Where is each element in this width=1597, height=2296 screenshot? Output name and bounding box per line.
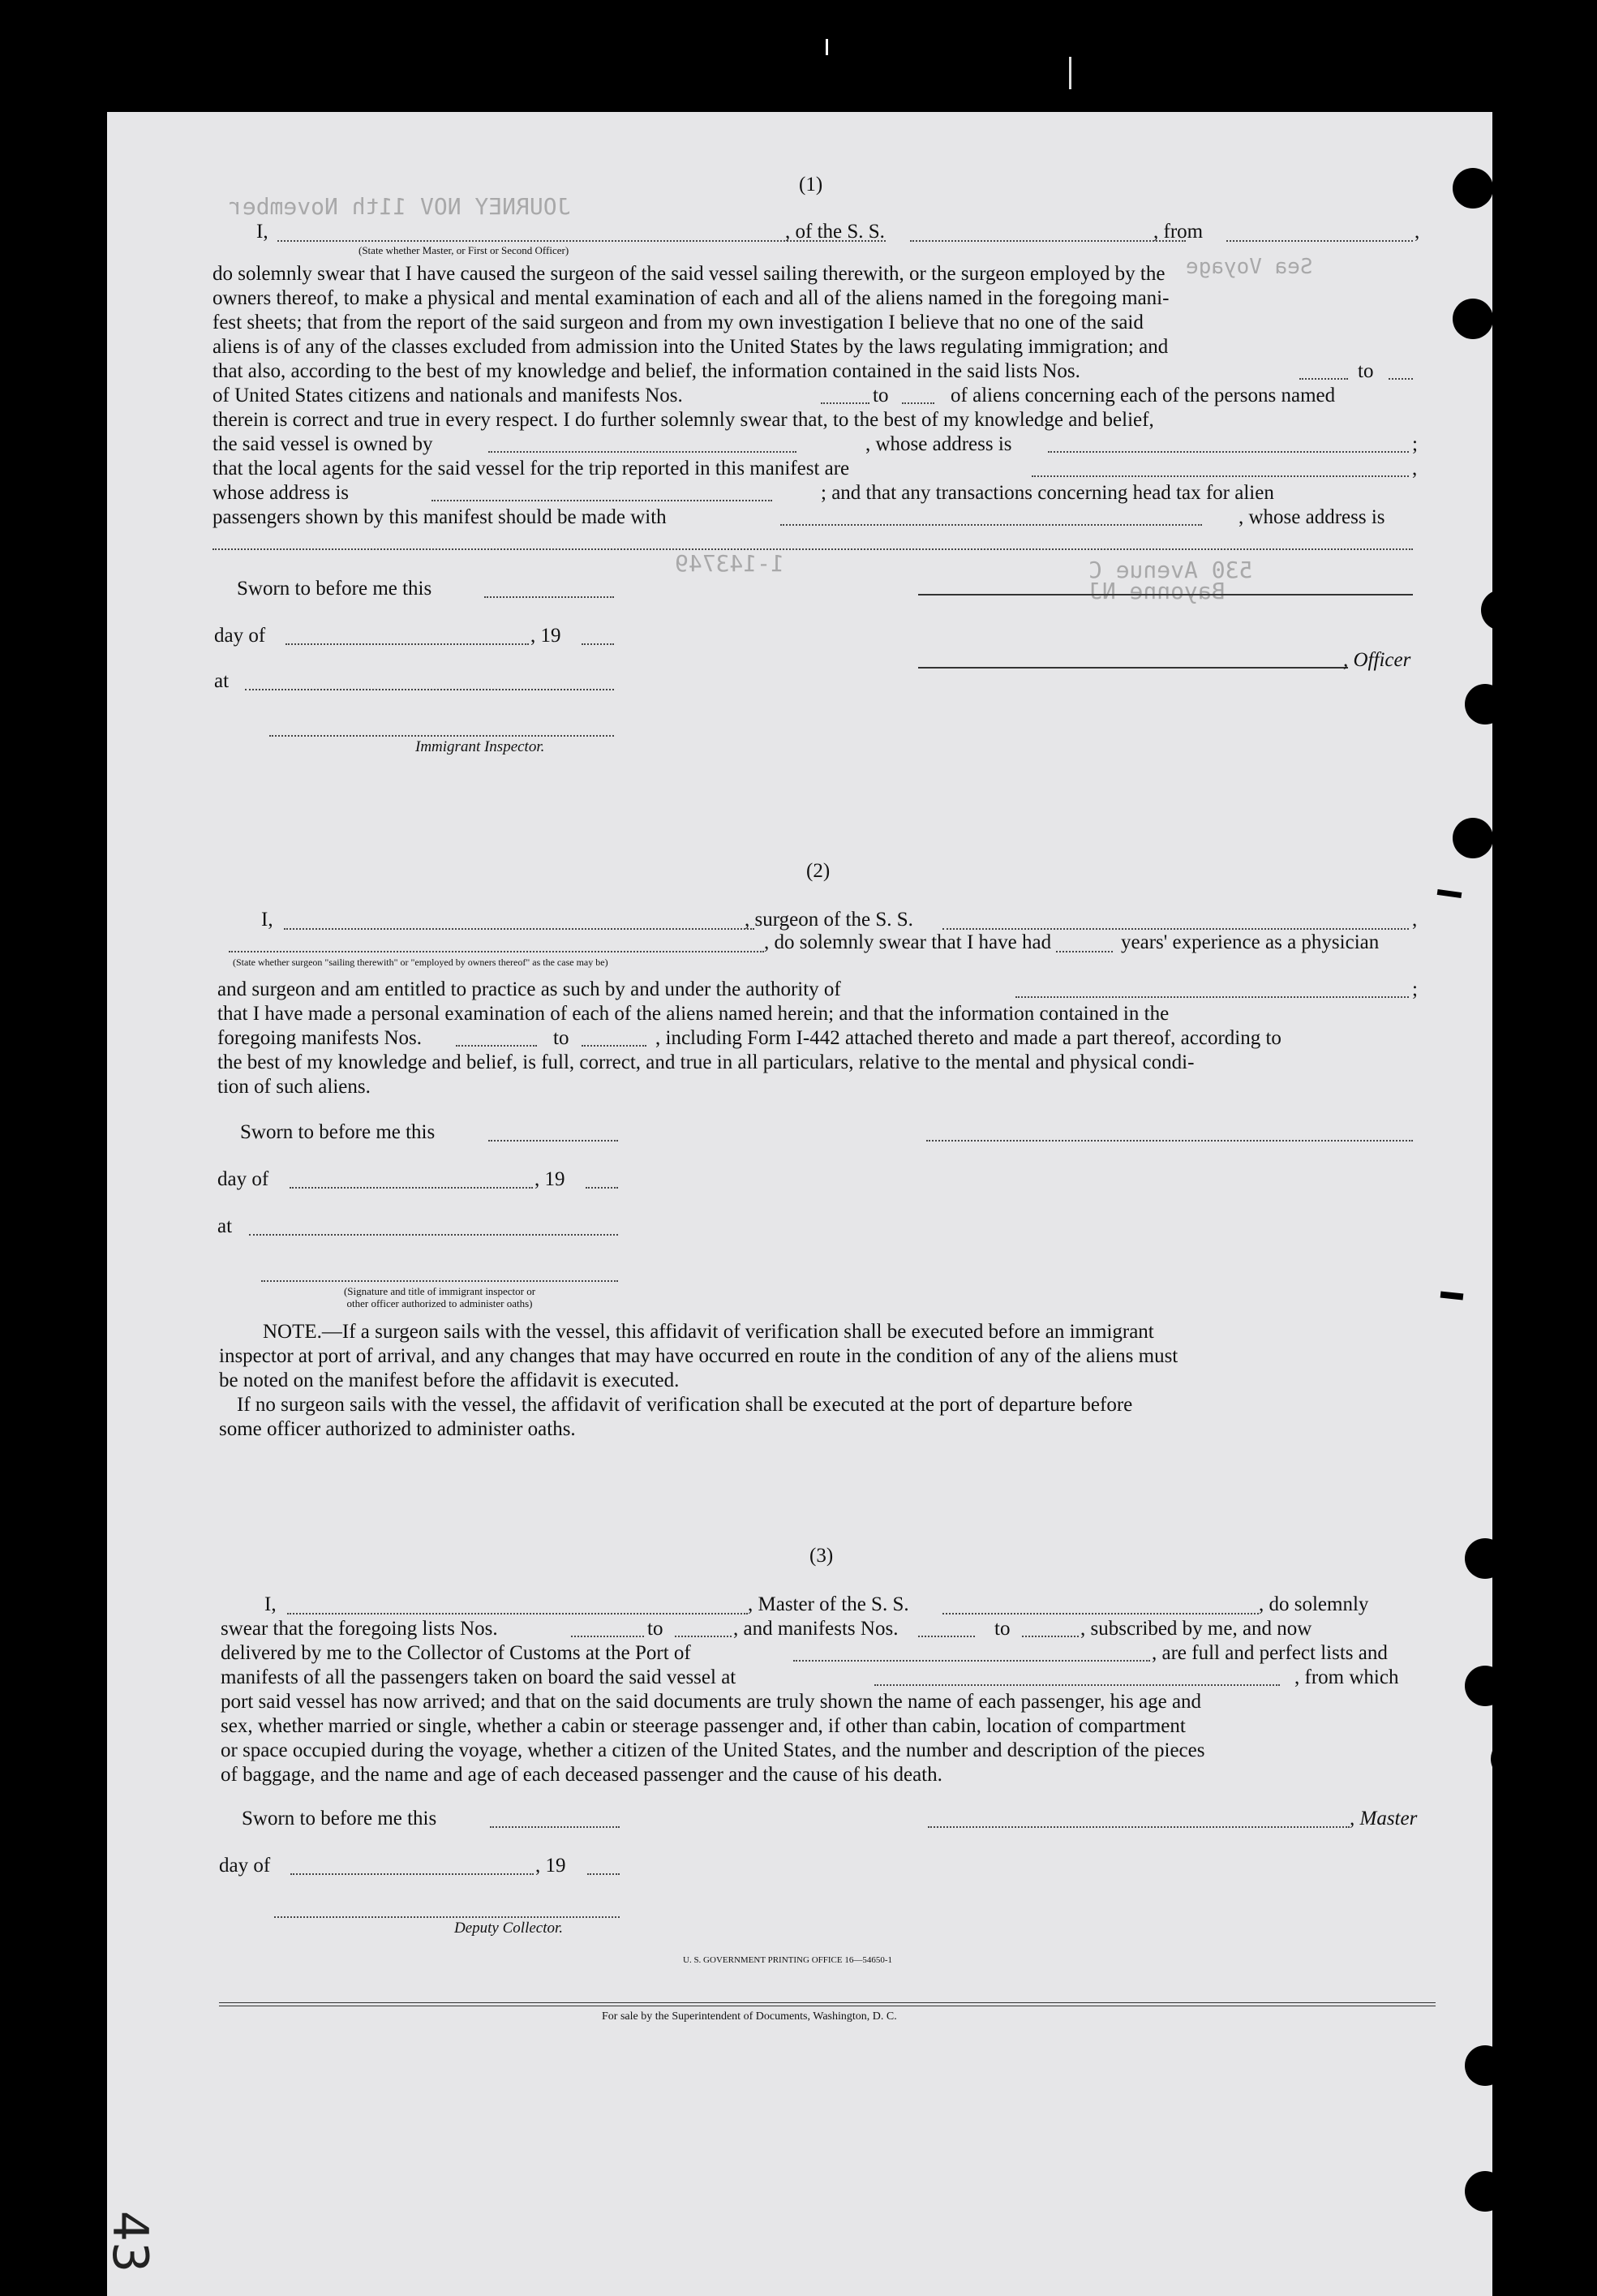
blank-line [1048,451,1409,453]
day-of-label: day of [217,1168,269,1190]
ink-mark [1437,889,1462,898]
signature-line [261,1280,618,1282]
semicolon: ; [1412,978,1418,1000]
blank-line [821,402,869,404]
oath-opening: I, [256,221,268,243]
master-label: , Master [1350,1808,1418,1829]
oath-line: foregoing manifests Nos. [217,1027,423,1049]
oath-opening: I, [264,1593,277,1615]
to-label: to [873,385,889,406]
oath-line: that also, according to the best of my knowledge and belief, the information contained in the said lists Nos. [213,360,1080,382]
oath-line: of aliens concerning each of the persons named [951,385,1336,406]
oath-line: whose address is [213,482,350,504]
blank-line [582,1045,646,1047]
blank-line [780,524,1202,526]
blank-line [918,1636,975,1637]
year-label: , 19 [535,1855,566,1877]
oath-line: that the local agents for the said vessel for the trip reported in this manifest are [213,458,850,479]
note-line: be noted on the manifest before the affidavit is executed. [219,1369,680,1391]
whose-address-label: , whose address is [865,433,1012,455]
signature-line [926,1140,1413,1142]
blank-line [1389,378,1413,380]
semicolon: ; [1412,433,1418,455]
officer-label: , Officer [1343,649,1411,671]
signature-line [274,1916,620,1918]
blank-line [1299,378,1348,380]
blank-line [213,548,1413,550]
blank-line [586,1187,618,1189]
punch-hole [1453,818,1493,858]
oath-line: and surgeon and am entitled to practice as such by and under the authority of [217,978,841,1000]
oath-line: manifests of all the passengers taken on board the said vessel at [221,1666,736,1688]
handwritten-page-number: 43 [101,2210,159,2273]
blank-line [431,500,772,501]
signature-line [918,667,1348,669]
signature-note: other officer authorized to administer oaths) [346,1297,533,1309]
oath-line: fest sheets; that from the report of the said surgeon and from my own investigation I believe that no one of the said [213,312,1144,333]
blank-line [1032,475,1409,477]
blank-line [488,451,796,453]
note-line: some officer authorized to administer oaths. [219,1418,576,1440]
footer-rule [219,2002,1436,2003]
blank-line [1056,951,1113,952]
bleed-through-text: Bayonne NJ [1088,578,1226,604]
oath-line: that I have made a personal examination of each of the aliens named herein; and that the information contained in the [217,1003,1170,1025]
oath-line: , do solemnly swear that I have had [764,931,1052,953]
punch-hole [1453,168,1493,209]
bleed-through-text: Sea Voyage [1186,255,1313,279]
blank-line [942,1613,1259,1615]
blank-line [484,596,614,598]
year-label: , 19 [530,625,561,647]
blank-line [1226,240,1413,242]
signature-line [269,735,614,737]
oath-line: , including Form I-442 attached thereto and made a part thereof, according to [655,1027,1281,1049]
scan-speck [826,39,828,55]
from-label: , from [1153,221,1204,243]
punch-hole [1465,1538,1505,1579]
sworn-label: Sworn to before me this [242,1808,437,1829]
punch-hole [1453,299,1493,339]
for-sale-note: For sale by the Superintendent of Documents, Washington, D. C. [602,2010,897,2023]
comma: , [1412,458,1418,479]
oath-line: , from which [1294,1666,1399,1688]
blank-line [793,1660,1150,1662]
scan-speck [1069,57,1071,89]
oath-line: years' experience as a physician [1121,931,1380,953]
oath-line: or space occupied during the voyage, whether a citizen of the United States, and the number and description of the pieces [221,1739,1205,1761]
blank-line [287,1613,748,1615]
oath-line: port said vessel has now arrived; and that on the said documents are truly shown the name of each passenger, his age and [221,1691,1202,1713]
sworn-label: Sworn to before me this [237,578,432,600]
blank-line [488,1140,618,1142]
note-line: inspector at port of arrival, and any changes that may have occurred en route in the condition of any of the aliens must [219,1345,1178,1367]
at-label: at [214,670,230,692]
comma: , [1415,221,1420,243]
section-number: (3) [809,1545,834,1567]
blank-line [874,1684,1280,1686]
punch-hole [1465,1666,1505,1706]
blank-line [456,1045,537,1047]
oath-line: tion of such aliens. [217,1076,371,1098]
oath-line: delivered by me to the Collector of Customs at the Port of [221,1642,691,1664]
blank-line [245,689,614,690]
day-of-label: day of [219,1855,271,1877]
blank-line [229,951,764,952]
blank-line [942,928,1409,930]
oath-line: owners thereof, to make a physical and mental examination of each and all of the aliens named in the foregoing mani- [213,287,1170,309]
sworn-label: Sworn to before me this [240,1121,436,1143]
of-ss-label: , of the S. S. [785,221,885,243]
punch-hole [1481,590,1522,630]
signature-line [918,594,1413,595]
master-of-label: , Master of the S. S. [748,1593,909,1615]
punch-hole [1465,2171,1505,2212]
note-line: If no surgeon sails with the vessel, the affidavit of verification shall be executed at the port of departure before [237,1394,1133,1416]
bleed-through-text: 1-143749 [675,550,784,577]
signature-line [928,1826,1350,1828]
section-number: (2) [806,860,831,882]
oath-line: sex, whether married or single, whether a cabin or steerage passenger and, if other than cabin, location of compartment [221,1715,1186,1737]
oath-line: passengers shown by this manifest should be made with [213,506,667,528]
blank-line [284,928,754,930]
oath-line: ; and that any transactions concerning head tax for alien [821,482,1274,504]
day-of-label: day of [214,625,266,647]
oath-opening: I, [261,909,273,931]
whose-address-label: , whose address is [1239,506,1385,528]
section-number: (1) [799,174,823,196]
to-label: to [994,1618,1011,1640]
oath-line: swear that the foregoing lists Nos. [221,1618,498,1640]
punch-hole [1465,2045,1505,2086]
blank-line [285,643,529,645]
document-page [101,112,1492,2296]
deputy-collector-label: Deputy Collector. [454,1920,564,1937]
year-label: , 19 [534,1168,565,1190]
blank-line [490,1826,620,1828]
field-note: (State whether Master, or First or Second Officer) [358,244,569,256]
surgeon-of-label: , surgeon of the S. S. [745,909,913,931]
field-note: (State whether surgeon "sailing therewith" or "employed by owners thereof" as the case may be) [233,957,608,968]
oath-line: , and manifests Nos. [733,1618,899,1640]
oath-line: the said vessel is owned by [213,433,433,455]
blank-line [910,240,1186,242]
blank-line [1015,996,1409,998]
blank-line [571,1636,644,1637]
at-label: at [217,1215,233,1237]
oath-line: do solemnly swear that I have caused the surgeon of the said vessel sailing therewith, or the surgeon employed by the [213,263,1166,285]
to-label: to [647,1618,663,1640]
oath-line: of United States citizens and nationals and manifests Nos. [213,385,683,406]
oath-line: aliens is of any of the classes excluded from admission into the United States by the laws regulating immigration; and [213,336,1169,358]
oath-line: , do solemnly [1259,1593,1369,1615]
signature-note: (Signature and title of immigrant inspector or [343,1285,536,1297]
blank-line [902,402,934,404]
bleed-through-text: JOURNEY NOV 11th November [229,193,571,220]
comma: , [1412,909,1418,931]
oath-line: therein is correct and true in every respect. I do further solemnly swear that, to the best of my knowledge and belief, [213,409,1154,431]
blank-line [290,1187,533,1189]
blank-line [1022,1636,1079,1637]
printing-office-note: U. S. GOVERNMENT PRINTING OFFICE 16—54650-1 [683,1955,893,1965]
blank-line [587,1873,620,1875]
punch-hole [1465,684,1505,724]
to-label: to [1358,360,1374,382]
blank-line [582,643,614,645]
oath-line: , subscribed by me, and now [1080,1618,1312,1640]
blank-line [675,1636,732,1637]
oath-line: the best of my knowledge and belief, is full, correct, and true in all particulars, relative to the mental and physical condi- [217,1051,1195,1073]
inspector-label: Immigrant Inspector. [415,738,545,755]
bleed-through-text: 530 Avenue C [1088,557,1253,583]
to-label: to [553,1027,569,1049]
note-line: NOTE.—If a surgeon sails with the vessel, this affidavit of verification shall be executed before an immigrant [263,1321,1154,1343]
blank-line [249,1234,618,1236]
ink-mark [1440,1292,1464,1301]
oath-line: of baggage, and the name and age of each deceased passenger and the cause of his death. [221,1764,942,1786]
oath-line: , are full and perfect lists and [1152,1642,1388,1664]
blank-line [290,1873,534,1875]
punch-hole [1491,1739,1531,1779]
